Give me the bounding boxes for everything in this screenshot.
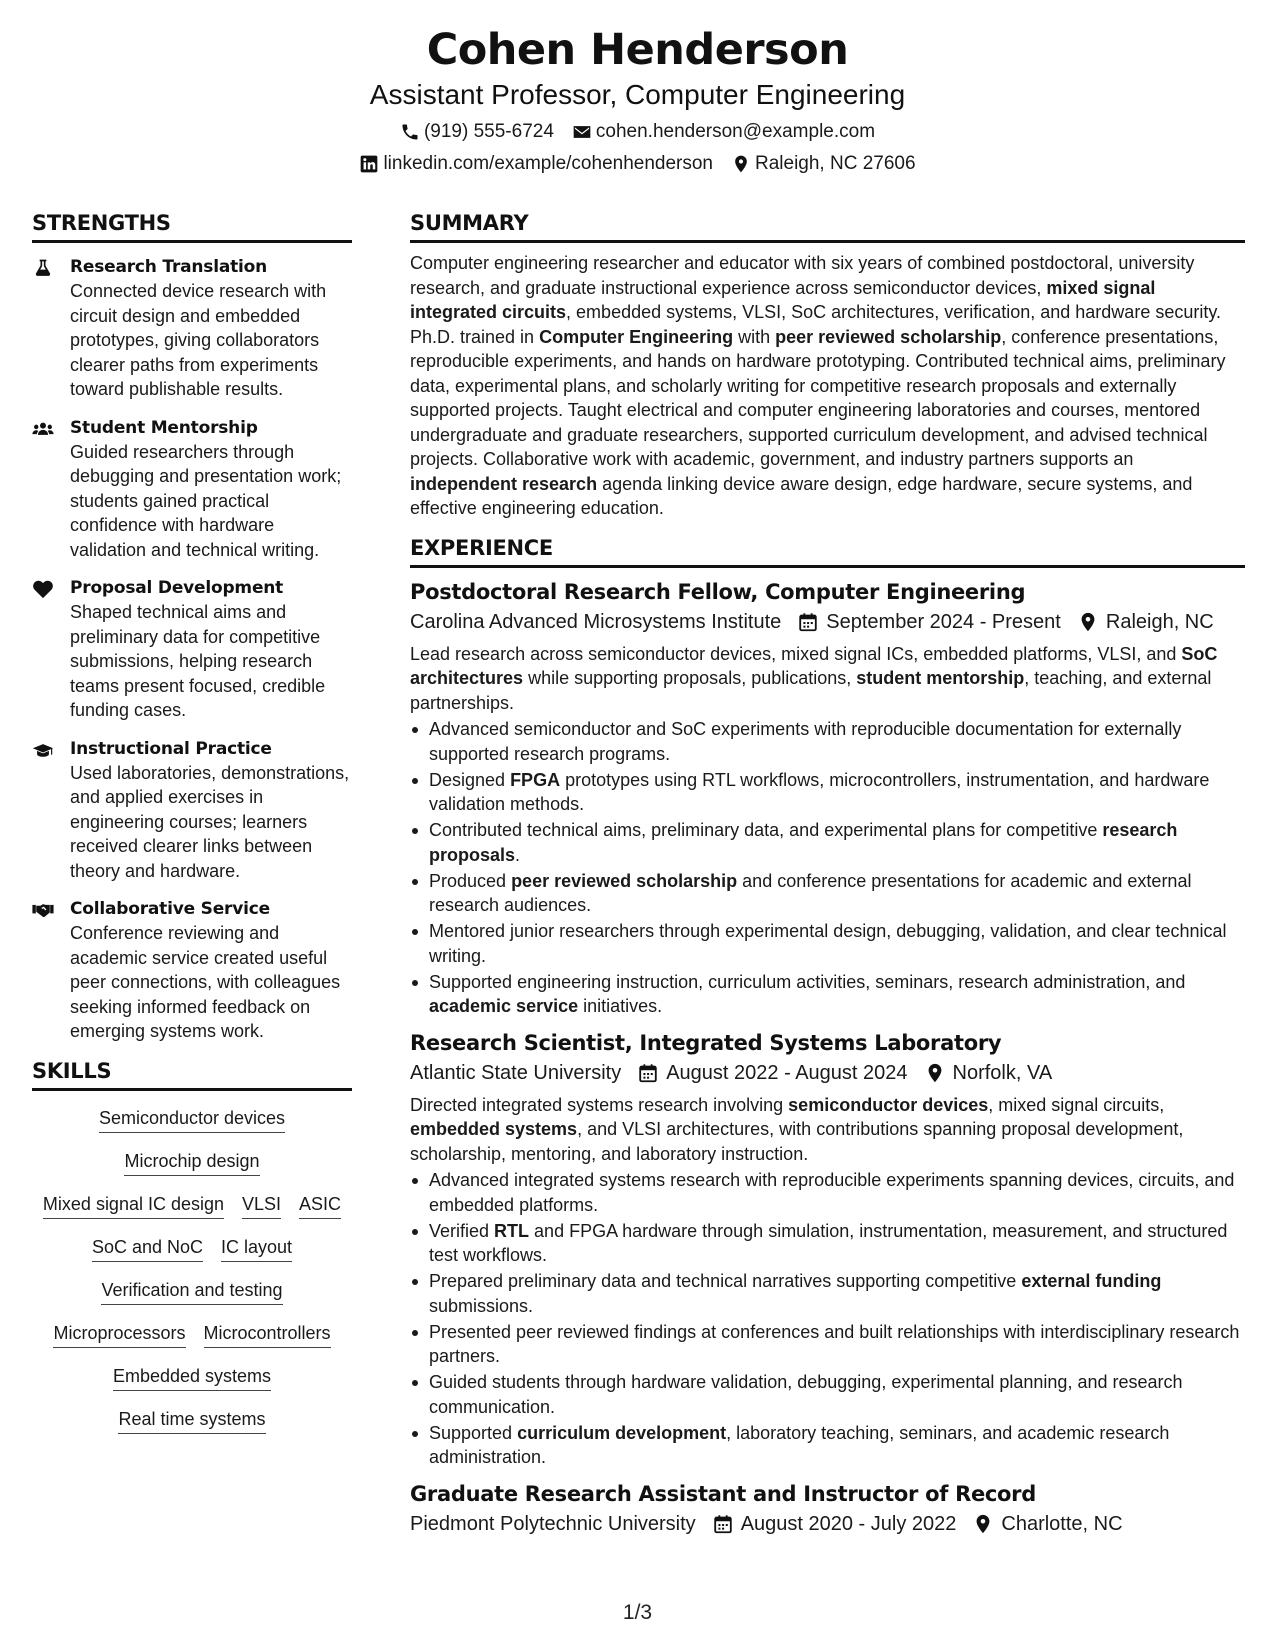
map-pin-icon [731,154,751,174]
contact-row-2 [0,152,1275,176]
bullet-emphasis: FPGA [510,769,561,790]
skill-row [32,1363,352,1391]
resume-header [0,22,1275,176]
skill-tag: Embedded systems [113,1363,271,1391]
linkedin-icon [359,154,379,174]
summary-text: Computer engineering researcher and educator with six years of combined postdoctoral, university research, and graduate instructional experience across semiconductor devices, [410,253,1195,298]
strength-desc: Connected device research with circuit design and embedded prototypes, giving collaborators clearer paths from experiments toward publishable results. [70,281,327,399]
users-icon [32,416,70,563]
bullet-text: Verified [429,1220,495,1241]
job-meta [410,1059,1245,1087]
skill-tag: ASIC [299,1191,341,1219]
bullet-item [410,1320,1245,1369]
calendar-icon [712,1513,734,1535]
strength-title: Student Mentorship [70,417,258,438]
strengths-heading: STRENGTHS [32,210,352,243]
calendar-icon [797,611,819,633]
job-description-emphasis: student mentorship [856,668,1025,688]
email-link[interactable]: cohen.henderson@example.com [595,121,876,142]
skills-list [32,1105,352,1449]
summary-text: , conference presentations, reproducible experiments, and hands on hardware prototyping. Contributed technical aims, preliminary data, experimental plans, and scholarly writing for competitive research proposals and externally supported projects. Taught electrical and computer engineering laboratories and courses, mentored undergraduate and graduate researchers, supported curriculum development, and advised technical projects. Collaborative work with academic, government, and industry partners supports an [410,326,1226,469]
bullet-text: Advanced semiconductor and SoC experiments with reproducible documentation for externally supported research programs. [429,719,1182,764]
bullet-item [410,768,1245,817]
skill-tag: Microchip design [124,1148,259,1176]
strength-item [32,255,352,402]
strength-desc: Guided researchers through debugging and presentation work; students gained practical confidence with hardware validation and technical writing. [70,441,342,560]
job-title: Graduate Research Assistant and Instructor of Record [410,1481,1036,1506]
bullet-text: Contributed technical aims, preliminary data, and experimental plans for competitive [429,820,1103,840]
location-text: Raleigh, NC 27606 [755,153,916,174]
bullet-item [410,869,1245,918]
job-dates: August 2022 - August 2024 [666,1061,908,1084]
job-entry [410,1029,1245,1470]
bullet-item [410,1370,1245,1419]
bullet-text: , laboratory teaching, seminars, and academic research administration. [429,1422,1170,1467]
bullet-text: Supported [429,1422,518,1443]
job-title: Postdoctoral Research Fellow, Computer Engineering [410,579,1026,604]
job-description-text: while supporting proposals, publications, [523,668,857,688]
handshake-icon [32,897,70,1044]
job-dates: August 2020 - July 2022 [740,1512,957,1535]
bullet-emphasis: RTL [494,1220,530,1241]
job-bullets [410,1168,1245,1470]
bullet-text: prototypes using RTL workflows, microcontrollers, instrumentation, and hardware validation methods. [429,769,1210,814]
phone-text: (919) 555-6724 [423,121,554,142]
map-pin-icon [924,1062,946,1084]
right-column [410,210,1245,1538]
skill-tag: Real time systems [118,1406,265,1434]
skills-heading: SKILLS [32,1058,352,1091]
bullet-item [410,1421,1245,1470]
strength-desc: Used laboratories, demonstrations, and applied exercises in engineering courses; learners received clearer links between theory and hardware. [70,762,350,881]
job-description-text: Lead research across semiconductor devices, mixed signal ICs, embedded platforms, VLSI, and [410,643,1182,664]
summary-text: with [733,326,776,347]
skill-tag: Microprocessors [53,1320,185,1348]
job-list [410,578,1245,1538]
job-description-text: , and VLSI architectures, with contributions spanning proposal development, scholarship, mentoring, and laboratory instruction. [410,1119,1184,1164]
summary-emphasis: peer reviewed scholarship [775,326,1002,347]
summary-text: , embedded systems, VLSI, SoC architectures, verification, and hardware security. Ph.D. trained in [410,302,1222,347]
skill-row [32,1191,352,1219]
job-description-emphasis: semiconductor devices [788,1094,989,1115]
summary-emphasis: mixed signal integrated circuits [410,277,1156,322]
job-location: Charlotte, NC [1001,1512,1123,1535]
job-entry [410,1480,1245,1538]
job-description-text: Directed integrated systems research involving [410,1094,789,1115]
bullet-text: Supported engineering instruction, curriculum activities, seminars, research administration, and [429,971,1186,992]
heart-icon [32,576,70,723]
contact-row-1 [0,120,1275,144]
candidate-title: Assistant Professor, Computer Engineering [369,79,906,110]
summary-heading: SUMMARY [410,210,1245,243]
skill-row [32,1277,352,1305]
bullet-text: Presented peer reviewed findings at conferences and built relationships with interdisciplinary research partners. [429,1321,1240,1366]
graduation-cap-icon [32,737,70,884]
bullet-text: submissions. [429,1295,534,1316]
strength-desc: Shaped technical aims and preliminary data for competitive submissions, helping research teams present focused, credible funding cases. [70,602,326,720]
bullet-text: Advanced integrated systems research with reproducible experiments spanning devices, circuits, and embedded platforms. [429,1170,1235,1215]
candidate-name: Cohen Henderson [426,25,849,75]
location-contact [731,152,916,176]
skill-tag: IC layout [221,1234,292,1262]
strength-desc: Conference reviewing and academic service created useful peer connections, with colleagues seeking informed feedback on emerging systems work. [70,923,341,1041]
skill-row [32,1406,352,1434]
job-organization: Piedmont Polytechnic University [410,1512,696,1535]
job-description-emphasis: embedded systems [410,1119,578,1139]
bullet-text: and conference presentations for academic and external research audiences. [429,870,1192,915]
job-meta [410,1510,1245,1538]
job-description [410,642,1245,716]
experience-section [410,535,1245,1538]
job-bullets [410,717,1245,1019]
job-description-emphasis: SoC architectures [410,643,1218,688]
bullet-emphasis: external funding [1021,1271,1162,1291]
bullet-text: Guided students through hardware validation, debugging, experimental planning, and research communication. [429,1372,1183,1417]
bullet-emphasis: research proposals [429,820,1178,865]
bullet-emphasis: peer reviewed scholarship [511,870,738,891]
job-description [410,1093,1245,1167]
job-entry [410,578,1245,1019]
strength-item [32,737,352,884]
email-contact[interactable] [572,120,875,144]
bullet-item [410,1269,1245,1318]
calendar-icon [637,1062,659,1084]
job-description-text: , mixed signal circuits, [988,1094,1165,1115]
job-organization: Carolina Advanced Microsystems Institute [410,610,782,633]
summary-text [410,251,1245,521]
skill-row [32,1320,352,1348]
summary-text: agenda linking device aware design, edge hardware, secure systems, and effective engineering education. [410,473,1193,518]
linkedin-link[interactable]: linkedin.com/example/cohenhenderson [383,153,713,174]
bullet-item [410,1219,1245,1268]
bullet-item [410,919,1245,968]
map-pin-icon [972,1513,994,1535]
bullet-text: Designed [429,769,511,790]
bullet-text: and FPGA hardware through simulation, instrumentation, measurement, and structured test workflows. [429,1220,1228,1265]
skill-tag: Verification and testing [101,1277,282,1305]
bullet-text: Mentored junior researchers through experimental design, debugging, validation, and clear technical writing. [429,921,1227,966]
bullet-text: Prepared preliminary data and technical narratives supporting competitive [429,1271,1022,1291]
strength-title: Collaborative Service [70,899,270,919]
bullet-item [410,970,1245,1019]
linkedin-contact[interactable] [359,152,713,176]
job-location: Norfolk, VA [952,1061,1053,1084]
job-dates: September 2024 - Present [826,610,1061,633]
summary-emphasis: Computer Engineering [539,326,734,347]
envelope-icon [572,122,592,142]
bullet-text: Produced [429,870,512,891]
skill-row [32,1148,352,1176]
bullet-item [410,1168,1245,1217]
bullet-emphasis: academic service [429,996,579,1016]
phone-icon [400,122,420,142]
phone-contact [400,120,554,144]
job-location: Raleigh, NC [1105,610,1214,633]
skill-tag: Semiconductor devices [99,1105,285,1133]
bullet-text: . [515,844,521,865]
strength-title: Research Translation [70,257,268,277]
strength-title: Instructional Practice [70,738,272,759]
strength-title: Proposal Development [70,578,284,598]
skill-tag: Mixed signal IC design [43,1191,224,1219]
skills-section [32,1058,352,1449]
job-description-text: , teaching, and external partnerships. [410,668,1212,713]
page-number: 1/3 [622,1601,653,1624]
job-organization: Atlantic State University [410,1061,622,1084]
skill-row [32,1105,352,1133]
flask-icon [32,255,70,402]
skill-tag: VLSI [242,1191,281,1219]
experience-heading: EXPERIENCE [410,535,1245,568]
bullet-text: initiatives. [578,996,663,1016]
job-title: Research Scientist, Integrated Systems Laboratory [410,1030,1002,1055]
strength-item [32,416,352,563]
left-column [32,210,352,1449]
job-meta [410,608,1245,636]
strength-item [32,576,352,723]
map-pin-icon [1077,611,1099,633]
skill-row [32,1234,352,1262]
strength-item [32,897,352,1044]
bullet-item [410,717,1245,766]
bullet-emphasis: curriculum development [517,1422,727,1443]
strengths-list [32,255,352,1044]
bullet-item [410,818,1245,867]
summary-emphasis: independent research [410,473,598,494]
skill-tag: SoC and NoC [92,1234,203,1262]
skill-tag: Microcontrollers [204,1320,331,1348]
